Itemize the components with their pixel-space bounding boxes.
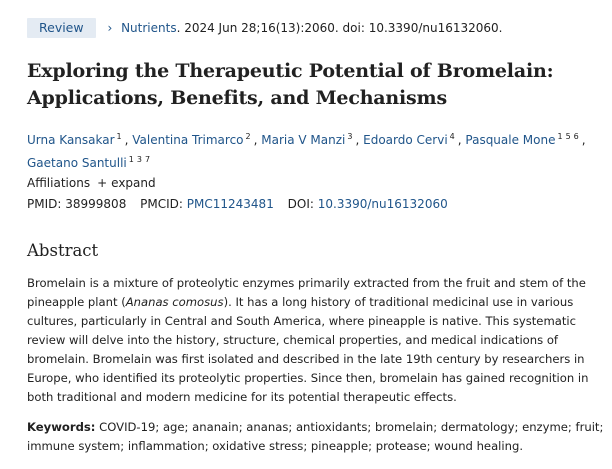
affiliation-number[interactable]: 5 [565,132,571,141]
author-separator: , [124,133,133,147]
affiliation-number[interactable]: 4 [449,132,455,141]
affiliation-numbers[interactable] [557,132,581,141]
author-separator: , [355,133,364,147]
author-item [363,133,465,147]
keywords-list: COVID-19; age; ananain; ananas; antioxidants; bromelain; dermatology; enzyme; fruit; immune system; inflammation; oxidative stress; pineapple; protease; wound healing. [27,420,604,453]
pmid-value: 38999808 [65,197,127,211]
plus-icon: + [97,176,108,190]
affiliation-number[interactable]: 1 [116,132,122,141]
author-item [27,133,132,147]
affiliation-number[interactable]: 7 [144,155,151,164]
chevron-right-icon: › [107,21,113,35]
author-link[interactable]: Edoardo Cervi [363,133,448,147]
author-link[interactable]: Pasquale Mone [465,133,556,147]
affiliations-label: Affiliations [27,176,91,190]
abstract-text-part-1: Bromelain is a mixture of proteolytic enzymes primarily extracted from the fruit and stem of the pineapple plant ( [27,276,586,309]
species-name: Ananas comosus [125,295,224,309]
affiliation-number[interactable]: 3 [347,132,353,141]
author-item [132,133,261,147]
pmcid-link[interactable]: PMC11243481 [186,197,274,211]
author-separator: , [253,133,262,147]
author-link[interactable]: Valentina Trimarco [132,133,244,147]
affiliation-number[interactable]: 1 [128,155,134,164]
abstract-text [27,274,605,407]
author-item [261,133,363,147]
affiliations-toggle[interactable] [27,176,156,190]
affiliation-number[interactable]: 2 [245,132,251,141]
author-link[interactable]: Maria V Manzi [261,133,346,147]
doi-link[interactable]: 10.3390/nu16132060 [317,197,448,211]
expand-label: expand [111,176,156,190]
pmid-label: PMID: [27,197,62,211]
abstract-text-part-2: ). It has a long history of traditional medicinal use in various cultures, particularly in Central and South America, where pineapple is native. This systematic review will delve into the history, structure, chemical properties, and medical indications of bromelain. Bromelain was first isolated and described in the late 19th century by researchers in Europe, who identified its proteolytic properties. Since then, bromelain has gained recognition in both traditional and modern medicine for its potential therapeutic effects. [27,295,589,404]
pmcid-label: PMCID: [140,197,183,211]
title-line-2: Applications, Benefits, and Mechanisms [27,87,447,109]
keywords-label: Keywords: [27,420,96,434]
author-list [27,127,607,173]
review-badge[interactable]: Review [27,18,96,38]
author-item [465,133,585,147]
keywords [27,418,605,456]
citation-text: . 2024 Jun 28;16(13):2060. doi: 10.3390/nu16132060. [176,21,503,35]
journal-link[interactable]: Nutrients [121,21,177,35]
affiliation-numbers[interactable] [129,155,153,164]
author-separator: , [457,133,466,147]
affiliation-numbers[interactable] [246,132,254,141]
affiliation-number[interactable]: 6 [573,132,579,141]
article-title [27,58,602,112]
affiliation-numbers[interactable] [117,132,125,141]
affiliation-number[interactable]: 3 [136,155,142,164]
author-item [27,156,153,170]
identifiers [27,197,448,211]
abstract-heading: Abstract [27,241,99,260]
doi-label: DOI: [287,197,314,211]
author-link[interactable]: Gaetano Santulli [27,156,127,170]
publication-meta [27,18,502,38]
affiliation-number[interactable]: 1 [557,132,563,141]
affiliation-numbers[interactable] [450,132,458,141]
title-line-1: Exploring the Therapeutic Potential of Bromelain: [27,60,554,82]
author-link[interactable]: Urna Kansakar [27,133,115,147]
author-separator: , [581,133,586,147]
